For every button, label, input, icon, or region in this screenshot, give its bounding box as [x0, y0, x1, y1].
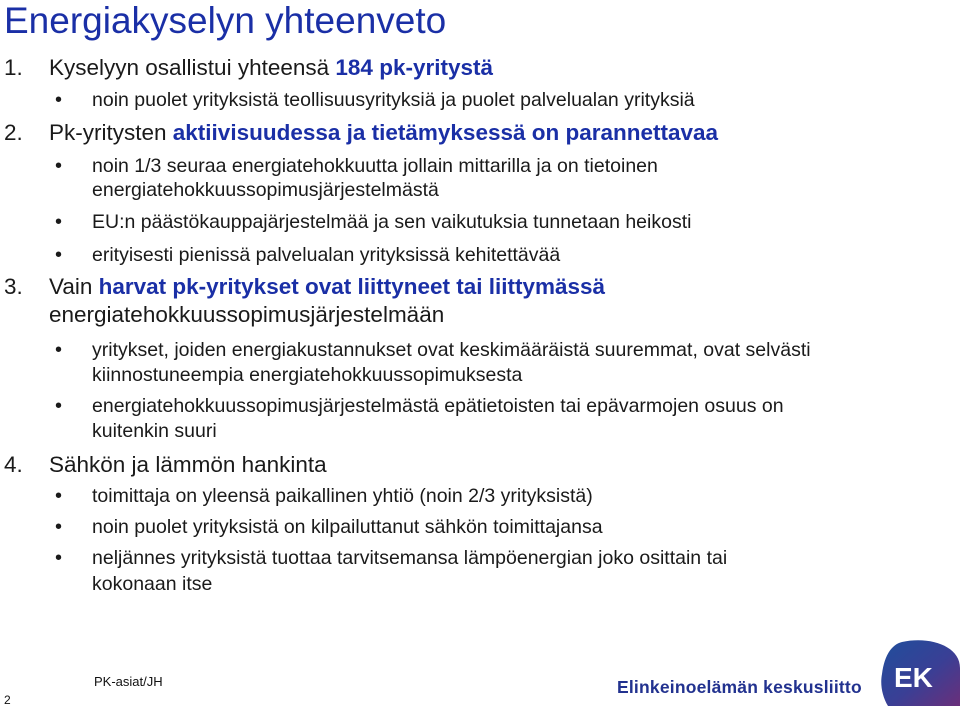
page-title: Energiakyselyn yhteenveto	[4, 0, 447, 41]
bullet-text: energiatehokkuussopimusjärjestelmästä	[92, 179, 439, 201]
heading-emphasis: harvat pk-yritykset ovat liittyneet tai liittymässä	[98, 274, 606, 299]
bullet-text: erityisesti pienissä palvelualan yrityksissä kehitettävää	[92, 244, 561, 266]
heading-text: Pk-yritysten	[49, 120, 173, 145]
bullet-marker: •	[55, 211, 63, 233]
item-number: 4.	[4, 452, 23, 477]
logo-text: EK	[894, 662, 933, 693]
item-heading	[49, 120, 718, 146]
bullet-text: noin puolet yrityksistä teollisuusyrityksiä ja puolet palvelualan yrityksiä	[92, 89, 695, 111]
item-heading-continuation: energiatehokkuussopimusjärjestelmään	[49, 302, 445, 327]
bullet-marker: •	[55, 244, 63, 266]
page-number: 2	[4, 693, 11, 707]
item-heading	[49, 55, 493, 81]
item-heading	[49, 274, 605, 300]
bullet-text: neljännes yrityksistä tuottaa tarvitsemansa lämpöenergian joko osittain tai	[92, 547, 728, 569]
heading-text: Kyselyyn osallistui yhteensä	[49, 55, 336, 80]
bullet-text: noin puolet yrityksistä on kilpailuttanut sähkön toimittajansa	[92, 516, 603, 538]
footer-author: PK-asiat/JH	[94, 674, 163, 689]
item-number: 3.	[4, 274, 23, 299]
bullet-text: kiinnostuneempia energiatehokkuussopimuksesta	[92, 364, 523, 386]
heading-emphasis: 184 pk-yritystä	[335, 55, 493, 80]
bullet-text: EU:n päästökauppajärjestelmää ja sen vaikutuksia tunnetaan heikosti	[92, 211, 692, 233]
bullet-marker: •	[55, 395, 63, 417]
organization-name: Elinkeinoelämän keskusliitto	[617, 677, 862, 697]
bullet-text: noin 1/3 seuraa energiatehokkuutta jollain mittarilla ja on tietoinen	[92, 155, 658, 177]
bullet-marker: •	[55, 155, 63, 177]
bullet-text: kokonaan itse	[92, 573, 213, 595]
bullet-marker: •	[55, 516, 63, 538]
item-number: 1.	[4, 55, 23, 80]
bullet-text: kuitenkin suuri	[92, 420, 217, 442]
heading-text: Sähkön ja lämmön hankinta	[49, 452, 327, 477]
bullet-text: yritykset, joiden energiakustannukset ovat keskimääräistä suuremmat, ovat selvästi	[92, 339, 811, 361]
bullet-marker: •	[55, 485, 63, 507]
bullet-marker: •	[55, 89, 63, 111]
item-number: 2.	[4, 120, 23, 145]
item-heading	[49, 452, 327, 478]
bullet-text: toimittaja on yleensä paikallinen yhtiö (noin 2/3 yrityksistä)	[92, 485, 593, 507]
heading-emphasis: aktiivisuudessa ja tietämyksessä on parannettavaa	[172, 120, 719, 145]
bullet-marker: •	[55, 339, 63, 361]
ek-logo	[880, 636, 960, 706]
bullet-text: energiatehokkuussopimusjärjestelmästä epätietoisten tai epävarmojen osuus on	[92, 395, 784, 417]
heading-text: Vain	[49, 274, 99, 299]
bullet-marker: •	[55, 547, 63, 569]
